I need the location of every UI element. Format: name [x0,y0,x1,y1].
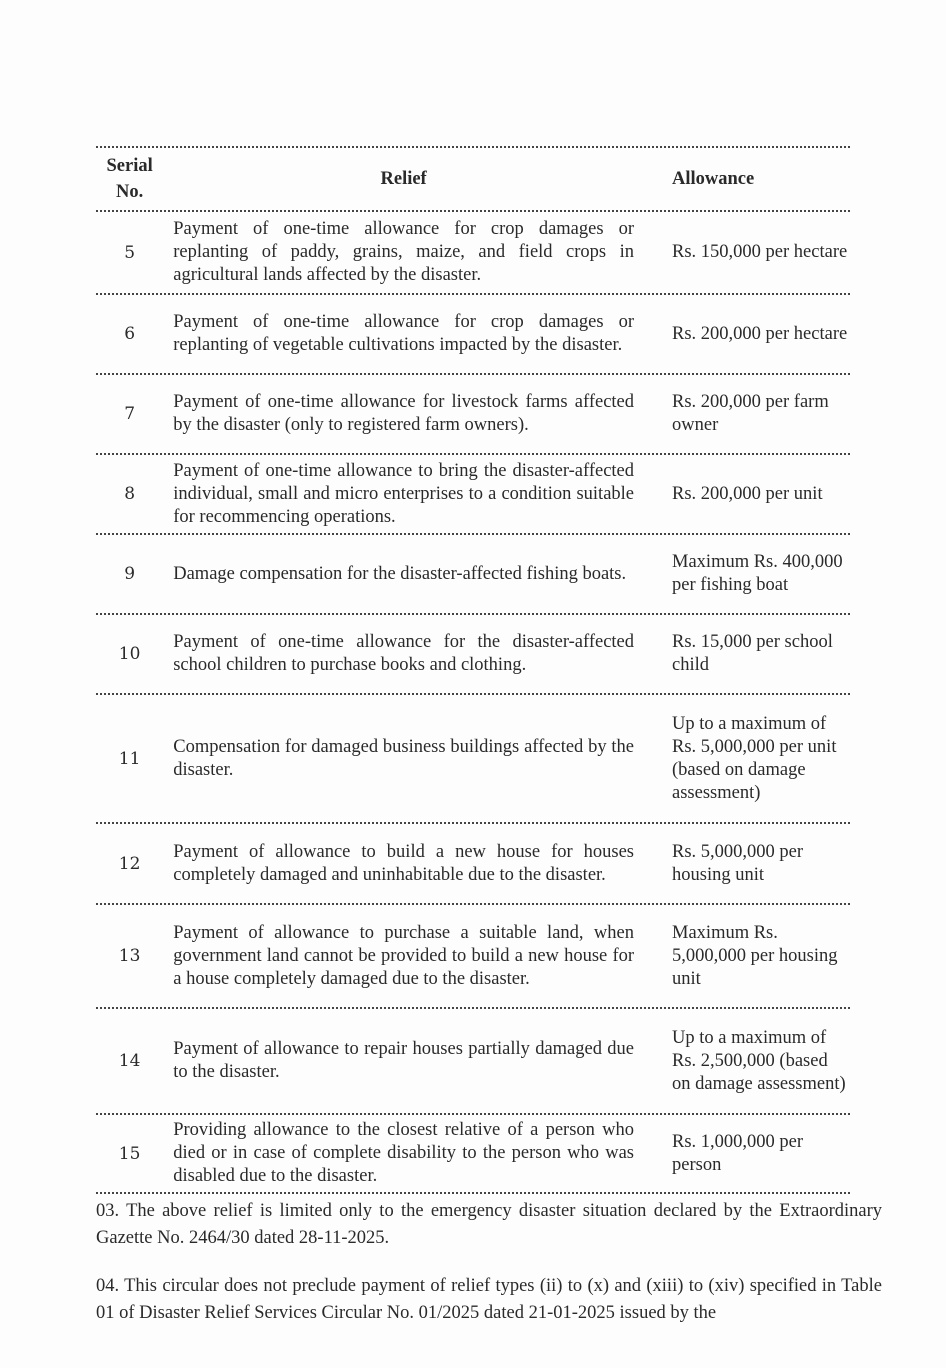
relief-cell: Payment of allowance to purchase a suitable land, when government land cannot be provided to build a new house for a house completely damaged due to the disaster. [173,922,635,989]
relief-cell: Payment of allowance to build a new house for houses completely damaged and uninhabitable due to the disaster. [173,841,635,885]
table-row [96,373,850,453]
allowance-cell: Rs. 5,000,000 per housing unit [672,841,804,885]
allowance-cell: Maximum Rs. 5,000,000 per housing unit [672,922,838,989]
allowance-cell: Up to a maximum of Rs. 2,500,000 (based on damage assessment) [672,1027,846,1094]
allowance-cell: Rs. 150,000 per hectare [672,242,848,262]
serial-cell: 7 [124,404,136,424]
serial-cell: 9 [124,564,136,584]
relief-cell: Payment of one-time allowance for the disaster-affected school children to purchase books and clothing. [173,632,635,675]
table-row [96,1007,850,1113]
serial-cell: 11 [118,748,141,769]
serial-cell: 10 [118,644,141,664]
relief-cell: Payment of one-time allowance for livestock farms affected by the disaster (only to registered farm owners). [173,392,635,435]
serial-cell: 8 [124,484,136,504]
header-relief: Relief [380,168,427,189]
serial-cell: 12 [118,853,141,874]
allowance-cell: Maximum Rs. 400,000 per fishing boat [672,552,843,595]
relief-cell: Compensation for damaged business buildings affected by the disaster. [173,736,635,780]
allowance-cell: Rs. 15,000 per school child [672,632,833,675]
table-row [96,1113,850,1194]
table-row [96,822,850,903]
relief-allowance-table [96,146,850,1194]
table-row [96,293,850,373]
table-row [96,613,850,693]
allowance-cell: Rs. 200,000 per farm owner [672,392,829,435]
serial-cell: 6 [124,324,136,344]
paragraph-03: 03. The above relief is limited only to the emergency disaster situation declared by the Extraordinary Gazette No. 2464/30 dated 28-11-2025. [96,1201,882,1248]
relief-cell: Payment of one-time allowance for crop damages or replanting of vegetable cultivations impacted by the disaster. [173,312,635,355]
serial-cell: 15 [118,1143,141,1164]
table-row [96,533,850,613]
table-row [96,693,850,822]
allowance-cell: Rs. 200,000 per unit [672,483,823,504]
serial-cell: 13 [118,946,141,966]
allowance-cell: Rs. 200,000 per hectare [672,323,848,344]
allowance-cell: Rs. 1,000,000 per person [672,1131,804,1175]
relief-cell: Damage compensation for the disaster-affected fishing boats. [173,563,627,584]
table-row [96,903,850,1007]
serial-cell: 5 [124,242,136,263]
relief-cell: Providing allowance to the closest relative of a person who died or in case of complete disability to the person who was disabled due to the disaster. [173,1120,635,1186]
relief-cell: Payment of one-time allowance for crop damages or replanting of paddy, grains, maize, and field crops in agricultural lands affected by the disaster. [173,219,635,285]
header-allowance: Allowance [672,168,755,189]
relief-cell: Payment of one-time allowance to bring the disaster-affected individual, small and micro enterprises to a condition suitable for recommencing operations. [173,460,635,527]
relief-cell: Payment of allowance to repair houses partially damaged due to the disaster. [173,1039,635,1082]
table-row [96,210,850,293]
serial-cell: 14 [118,1051,141,1071]
table-header-row [96,146,850,210]
table-row [96,453,850,533]
allowance-cell: Up to a maximum of Rs. 5,000,000 per unit (based on damage assessment) [672,713,837,803]
header-serial-no: Serial No. [106,156,153,202]
paragraph-04: 04. This circular does not preclude payment of relief types (ii) to (x) and (xiii) to (xiv) specified in Table 01 of Disaster Relief Services Circular No. 01/2025 dated 21-01-2025 issued by the [96,1276,882,1323]
